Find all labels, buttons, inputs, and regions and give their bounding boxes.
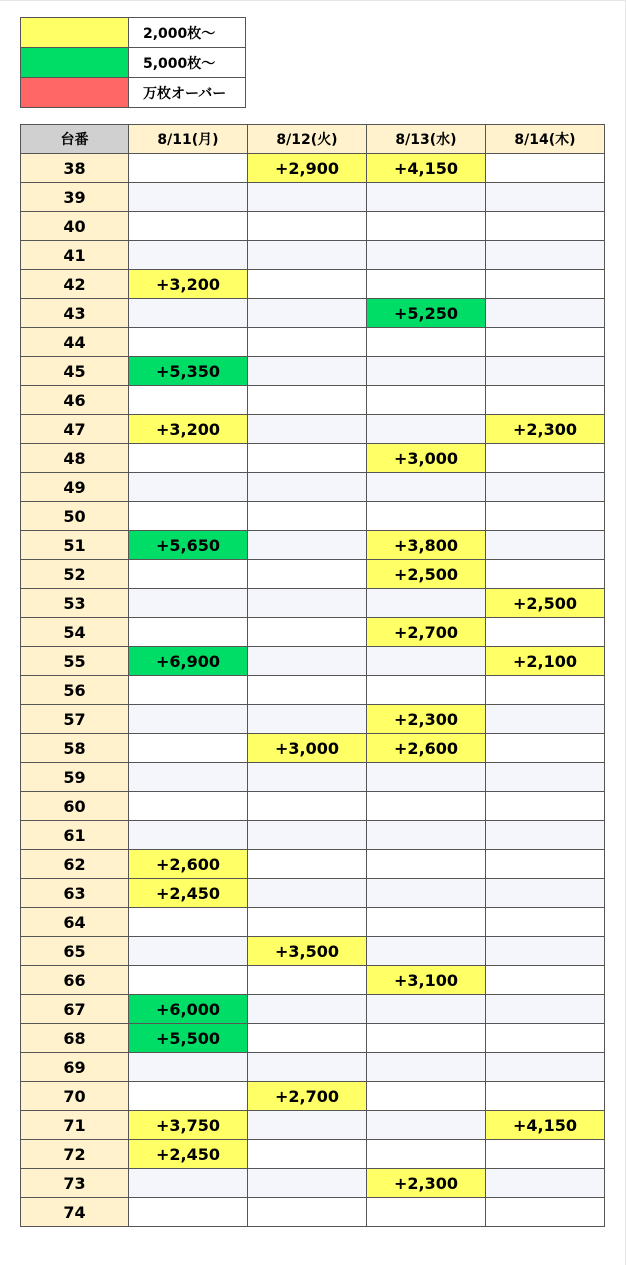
result-cell — [486, 444, 605, 473]
machine-number: 47 — [21, 415, 129, 444]
result-cell — [367, 589, 486, 618]
result-cell — [367, 473, 486, 502]
result-cell — [248, 1169, 367, 1198]
result-cell: +2,100 — [486, 647, 605, 676]
result-cell — [248, 1140, 367, 1169]
result-cell — [367, 1198, 486, 1227]
machine-number: 42 — [21, 270, 129, 299]
table-row — [21, 241, 605, 270]
result-cell — [486, 270, 605, 299]
result-cell: +3,100 — [367, 966, 486, 995]
date-header: 8/11(月) — [129, 125, 248, 154]
table-row — [21, 1140, 605, 1169]
table-row — [21, 183, 605, 212]
result-cell — [486, 531, 605, 560]
result-cell — [129, 386, 248, 415]
result-cell — [248, 618, 367, 647]
result-cell: +6,900 — [129, 647, 248, 676]
result-cell — [129, 212, 248, 241]
table-row — [21, 618, 605, 647]
result-cell: +6,000 — [129, 995, 248, 1024]
result-cell — [486, 792, 605, 821]
machine-number: 62 — [21, 850, 129, 879]
result-cell: +2,300 — [367, 1169, 486, 1198]
date-header: 8/14(木) — [486, 125, 605, 154]
result-cell — [248, 357, 367, 386]
table-row — [21, 850, 605, 879]
machine-number: 67 — [21, 995, 129, 1024]
result-cell — [367, 879, 486, 908]
result-cell — [486, 560, 605, 589]
machine-number: 48 — [21, 444, 129, 473]
legend-swatch-yellow — [21, 18, 129, 48]
result-cell — [486, 154, 605, 183]
result-cell — [486, 937, 605, 966]
result-cell — [486, 241, 605, 270]
table-row — [21, 995, 605, 1024]
result-cell — [129, 734, 248, 763]
legend-swatch-red — [21, 78, 129, 108]
machine-number: 46 — [21, 386, 129, 415]
legend-label: 5,000枚〜 — [129, 48, 246, 78]
result-cell: +3,200 — [129, 415, 248, 444]
result-cell — [367, 676, 486, 705]
result-cell: +3,800 — [367, 531, 486, 560]
result-cell — [129, 966, 248, 995]
machine-number: 72 — [21, 1140, 129, 1169]
machine-number: 64 — [21, 908, 129, 937]
result-cell — [129, 705, 248, 734]
result-cell — [367, 241, 486, 270]
result-cell — [486, 183, 605, 212]
result-cell — [248, 502, 367, 531]
table-row — [21, 647, 605, 676]
machine-number: 61 — [21, 821, 129, 850]
table-row — [21, 1169, 605, 1198]
result-cell: +3,500 — [248, 937, 367, 966]
machine-number: 41 — [21, 241, 129, 270]
table-row — [21, 357, 605, 386]
result-cell — [129, 821, 248, 850]
result-cell — [367, 328, 486, 357]
table-row — [21, 966, 605, 995]
machine-number: 39 — [21, 183, 129, 212]
table-row — [21, 1053, 605, 1082]
result-cell — [248, 1198, 367, 1227]
table-row — [21, 1024, 605, 1053]
machine-number: 40 — [21, 212, 129, 241]
result-cell: +4,150 — [367, 154, 486, 183]
result-cell — [486, 386, 605, 415]
result-cell — [367, 1024, 486, 1053]
result-cell — [129, 1198, 248, 1227]
result-cell — [486, 966, 605, 995]
legend-label: 2,000枚〜 — [129, 18, 246, 48]
result-cell — [486, 1169, 605, 1198]
result-cell — [367, 1111, 486, 1140]
legend-row-2000 — [21, 18, 246, 48]
result-cell — [129, 328, 248, 357]
result-cell — [486, 357, 605, 386]
result-cell: +2,500 — [367, 560, 486, 589]
result-cell — [129, 763, 248, 792]
result-cell — [367, 183, 486, 212]
result-cell — [367, 908, 486, 937]
date-header: 8/12(火) — [248, 125, 367, 154]
table-row — [21, 676, 605, 705]
result-cell — [486, 1140, 605, 1169]
result-cell — [367, 763, 486, 792]
result-cell: +2,300 — [486, 415, 605, 444]
result-cell — [248, 270, 367, 299]
table-row — [21, 763, 605, 792]
result-cell — [367, 647, 486, 676]
result-cell — [486, 1053, 605, 1082]
result-cell: +2,450 — [129, 879, 248, 908]
result-cell — [129, 618, 248, 647]
result-cell: +2,600 — [129, 850, 248, 879]
table-row — [21, 415, 605, 444]
result-cell — [248, 444, 367, 473]
machine-number: 54 — [21, 618, 129, 647]
result-cell — [486, 763, 605, 792]
result-cell — [129, 444, 248, 473]
result-cell — [486, 908, 605, 937]
result-cell — [248, 995, 367, 1024]
result-cell — [129, 473, 248, 502]
result-cell — [248, 386, 367, 415]
machine-number: 60 — [21, 792, 129, 821]
machine-number: 52 — [21, 560, 129, 589]
result-cell — [248, 850, 367, 879]
machine-number: 63 — [21, 879, 129, 908]
machine-number: 70 — [21, 1082, 129, 1111]
result-cell — [367, 415, 486, 444]
table-row — [21, 560, 605, 589]
result-cell — [129, 1082, 248, 1111]
result-cell: +3,200 — [129, 270, 248, 299]
result-cell — [367, 1082, 486, 1111]
table-row — [21, 879, 605, 908]
result-cell — [248, 560, 367, 589]
result-cell: +4,150 — [486, 1111, 605, 1140]
machine-number: 56 — [21, 676, 129, 705]
result-cell — [248, 763, 367, 792]
table-row — [21, 531, 605, 560]
machine-number: 38 — [21, 154, 129, 183]
result-cell — [248, 705, 367, 734]
machine-number: 68 — [21, 1024, 129, 1053]
legend-label: 万枚オーバー — [129, 78, 246, 108]
result-cell — [367, 850, 486, 879]
result-cell — [129, 241, 248, 270]
result-cell — [486, 1082, 605, 1111]
result-cell — [367, 357, 486, 386]
machine-number: 49 — [21, 473, 129, 502]
result-cell — [248, 647, 367, 676]
machine-number: 53 — [21, 589, 129, 618]
date-header: 8/13(水) — [367, 125, 486, 154]
result-cell: +5,650 — [129, 531, 248, 560]
table-row — [21, 386, 605, 415]
result-cell — [129, 154, 248, 183]
result-cell — [486, 850, 605, 879]
result-cell — [367, 270, 486, 299]
result-cell — [248, 966, 367, 995]
result-cell — [248, 212, 367, 241]
result-cell — [367, 1053, 486, 1082]
table-row — [21, 270, 605, 299]
result-cell — [367, 995, 486, 1024]
machine-number: 51 — [21, 531, 129, 560]
result-cell — [486, 473, 605, 502]
table-row — [21, 299, 605, 328]
result-cell: +3,000 — [248, 734, 367, 763]
result-cell — [486, 995, 605, 1024]
table-row — [21, 937, 605, 966]
result-cell — [129, 1169, 248, 1198]
table-row — [21, 473, 605, 502]
result-cell — [248, 328, 367, 357]
machine-number: 59 — [21, 763, 129, 792]
result-cell — [248, 1053, 367, 1082]
table-row — [21, 1082, 605, 1111]
result-cell — [248, 1024, 367, 1053]
result-cell — [486, 299, 605, 328]
machine-number: 50 — [21, 502, 129, 531]
table-row — [21, 1198, 605, 1227]
result-cell — [486, 618, 605, 647]
table-row — [21, 154, 605, 183]
result-cell: +2,600 — [367, 734, 486, 763]
result-cell — [248, 415, 367, 444]
result-cell — [367, 502, 486, 531]
result-cell — [367, 792, 486, 821]
result-cell — [248, 183, 367, 212]
result-cell — [486, 328, 605, 357]
machine-number: 66 — [21, 966, 129, 995]
machine-number: 65 — [21, 937, 129, 966]
table-row — [21, 734, 605, 763]
result-cell — [129, 908, 248, 937]
result-cell: +2,900 — [248, 154, 367, 183]
result-cell — [129, 502, 248, 531]
result-cell — [486, 879, 605, 908]
result-cell: +5,500 — [129, 1024, 248, 1053]
result-cell — [248, 241, 367, 270]
result-cell — [248, 908, 367, 937]
table-row — [21, 444, 605, 473]
result-cell — [486, 1024, 605, 1053]
table-row — [21, 1111, 605, 1140]
table-row — [21, 908, 605, 937]
result-cell — [129, 937, 248, 966]
table-row — [21, 705, 605, 734]
result-cell — [486, 821, 605, 850]
result-cell — [129, 183, 248, 212]
machine-number: 44 — [21, 328, 129, 357]
result-cell — [129, 589, 248, 618]
result-cell — [248, 589, 367, 618]
result-cell: +3,000 — [367, 444, 486, 473]
result-cell — [248, 1111, 367, 1140]
result-cell — [367, 937, 486, 966]
machine-number: 73 — [21, 1169, 129, 1198]
machine-number: 69 — [21, 1053, 129, 1082]
result-cell — [486, 502, 605, 531]
machine-number: 57 — [21, 705, 129, 734]
table-row — [21, 589, 605, 618]
result-cell — [248, 821, 367, 850]
result-cell — [486, 212, 605, 241]
result-cell: +2,500 — [486, 589, 605, 618]
result-cell — [129, 792, 248, 821]
result-cell — [486, 734, 605, 763]
legend-row-10000 — [21, 78, 246, 108]
legend-row-5000 — [21, 48, 246, 78]
table-header-row — [21, 125, 605, 154]
result-cell — [486, 705, 605, 734]
color-legend — [20, 17, 246, 108]
table-row — [21, 212, 605, 241]
result-cell — [367, 212, 486, 241]
result-cell — [367, 1140, 486, 1169]
table-row — [21, 328, 605, 357]
result-cell — [248, 531, 367, 560]
result-cell — [129, 1053, 248, 1082]
result-cell — [248, 676, 367, 705]
result-cell — [248, 473, 367, 502]
machine-number: 74 — [21, 1198, 129, 1227]
result-cell: +2,450 — [129, 1140, 248, 1169]
result-cell: +2,700 — [367, 618, 486, 647]
result-cell — [129, 299, 248, 328]
result-cell — [248, 792, 367, 821]
machine-number: 58 — [21, 734, 129, 763]
result-cell — [486, 1198, 605, 1227]
result-cell: +3,750 — [129, 1111, 248, 1140]
machine-number: 71 — [21, 1111, 129, 1140]
result-cell — [248, 879, 367, 908]
result-cell — [129, 676, 248, 705]
result-cell: +5,350 — [129, 357, 248, 386]
machine-number: 43 — [21, 299, 129, 328]
machine-number-header: 台番 — [21, 125, 129, 154]
result-cell: +2,700 — [248, 1082, 367, 1111]
machine-number: 45 — [21, 357, 129, 386]
result-cell — [367, 821, 486, 850]
table-row — [21, 792, 605, 821]
result-cell — [129, 560, 248, 589]
table-row — [21, 502, 605, 531]
result-cell — [486, 676, 605, 705]
result-cell — [248, 299, 367, 328]
result-cell: +5,250 — [367, 299, 486, 328]
result-cell: +2,300 — [367, 705, 486, 734]
machine-number: 55 — [21, 647, 129, 676]
results-table — [20, 124, 605, 1227]
result-cell — [367, 386, 486, 415]
legend-swatch-green — [21, 48, 129, 78]
table-row — [21, 821, 605, 850]
